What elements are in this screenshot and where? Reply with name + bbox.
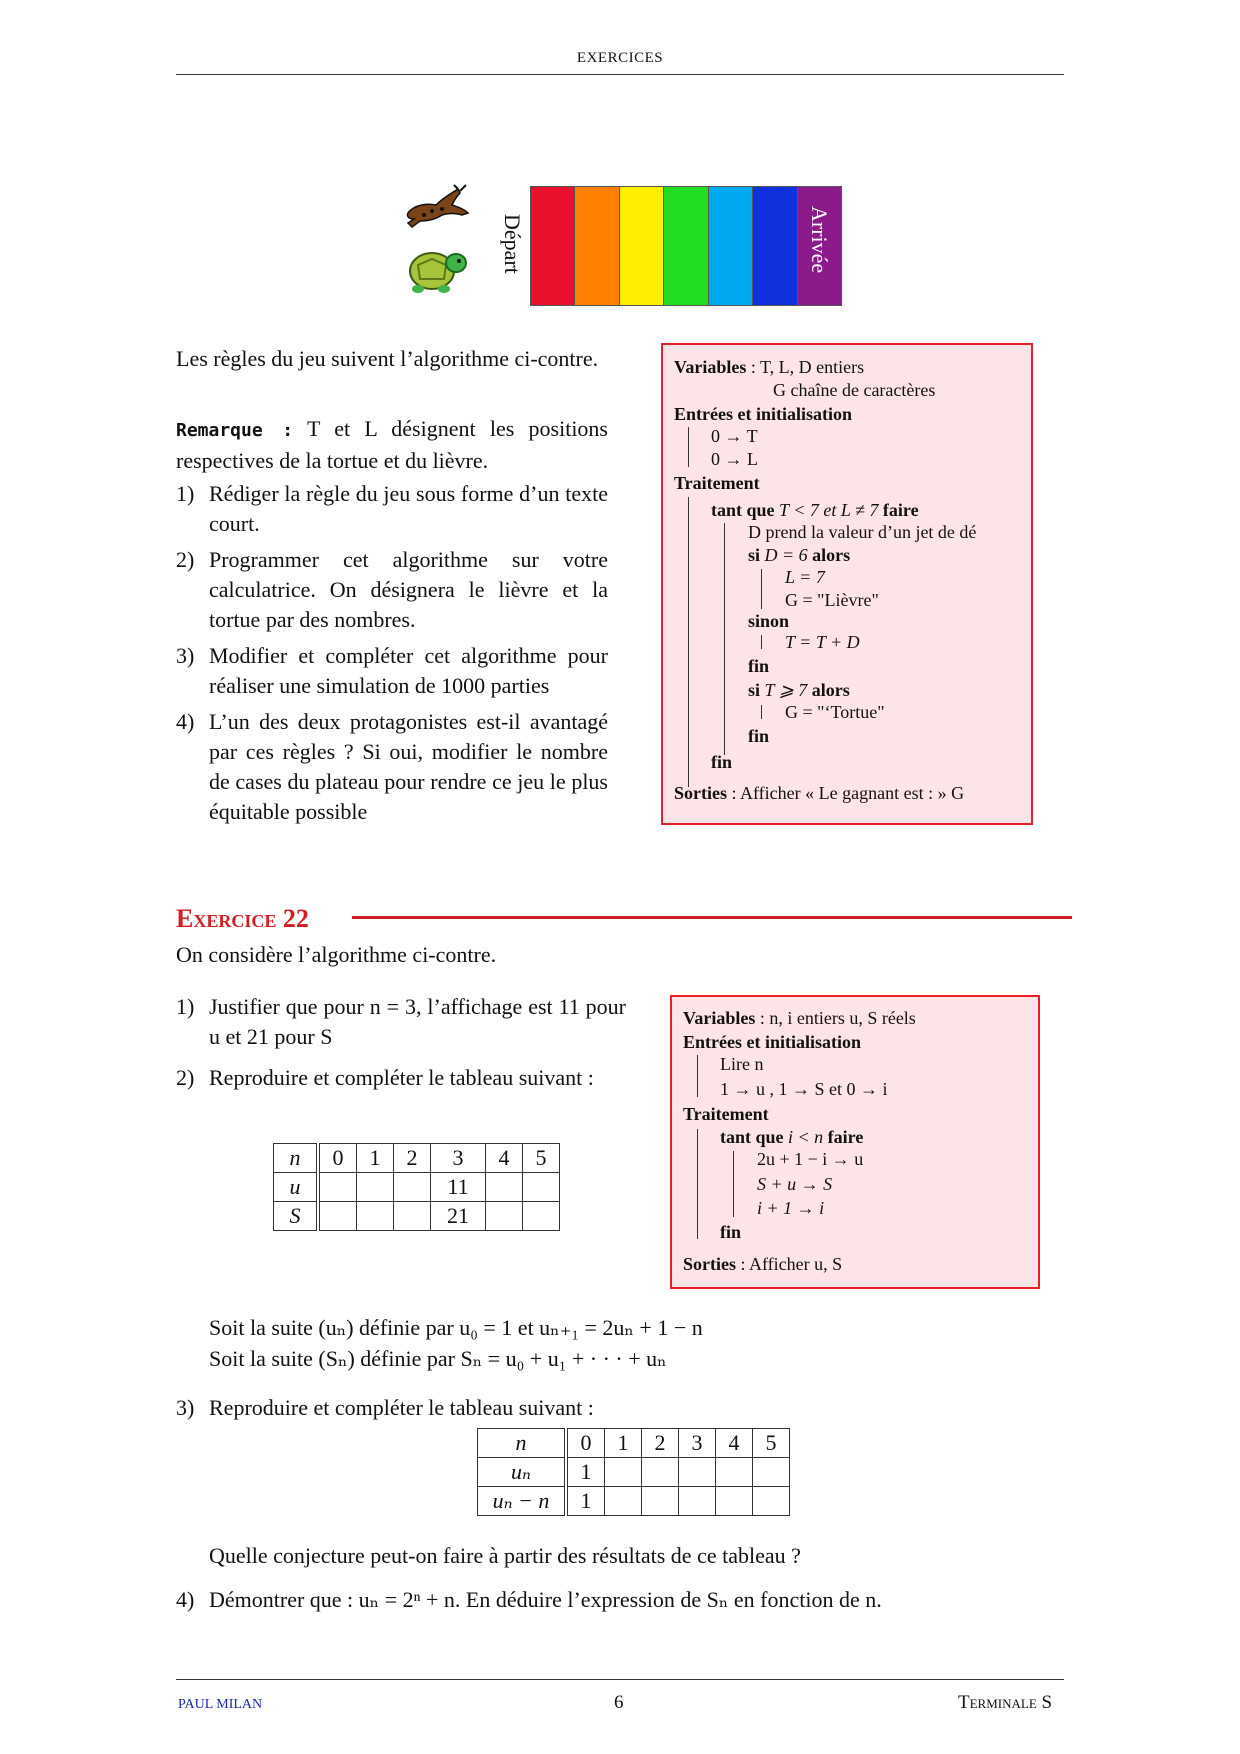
algo-keyword: faire <box>882 500 919 520</box>
board-cell-3 <box>620 187 664 305</box>
table-cell: 11 <box>431 1173 486 1202</box>
table-cell: 21 <box>431 1202 486 1231</box>
table-cell <box>642 1487 679 1516</box>
suite-s-definition: Soit la suite (Sₙ) définie par Sₙ = u₀ + u₁ + · · · + uₙ <box>209 1346 667 1371</box>
table-row-label: uₙ − n <box>478 1487 567 1516</box>
q-number: 2) <box>176 547 195 572</box>
table-row-label: uₙ <box>478 1458 567 1487</box>
table-cell <box>605 1458 642 1487</box>
table-cell <box>679 1458 716 1487</box>
table-header-cell: 3 <box>679 1429 716 1458</box>
ex21-q1 <box>176 479 608 539</box>
algo-outputs-text: : Afficher u, S <box>740 1254 843 1274</box>
table-header-cell: 4 <box>486 1144 523 1173</box>
table-header-cell: 3 <box>431 1144 486 1173</box>
start-label: Départ <box>500 214 525 274</box>
algo-block-bar <box>688 497 689 787</box>
algo-treatment-label: Traitement <box>683 1104 769 1124</box>
algo-line: T = T + D <box>785 632 860 652</box>
suite-u-definition: Soit la suite (uₙ) définie par u₀ = 1 et uₙ₊₁ = 2uₙ + 1 − n <box>209 1315 703 1340</box>
ex22-q2 <box>176 1063 626 1093</box>
table-row-label: S <box>274 1202 319 1231</box>
algo-condition: T < 7 et L ≠ 7 <box>779 500 879 520</box>
algo-variables-label: Variables <box>674 357 747 377</box>
ex22-table-1 <box>273 1143 560 1231</box>
footer-page-number: 6 <box>614 1692 624 1713</box>
algo-keyword: faire <box>827 1127 864 1147</box>
algo-condition: D = 6 <box>764 545 808 565</box>
board-cell-6 <box>753 187 797 305</box>
algo-keyword: fin <box>720 1222 742 1242</box>
algo-line: S + u → S <box>757 1174 833 1194</box>
remark-text: T et L désignent les positions respectives de la tortue et du lièvre. <box>176 416 608 473</box>
algo-keyword: alors <box>812 545 851 565</box>
ex22-q3 <box>176 1393 876 1423</box>
table-header-cell: 2 <box>642 1429 679 1458</box>
page-header: EXERCICES <box>576 50 664 66</box>
algo-line: i + 1 → i <box>757 1198 825 1218</box>
hare-image <box>402 183 472 229</box>
board-cell-1 <box>531 187 575 305</box>
algo-block-bar <box>761 569 762 609</box>
algo-line: 0 → T <box>711 426 758 446</box>
tortoise-image <box>404 245 470 295</box>
q-text: L’un des deux protagonistes est-il avantagé par ces règles ? Si oui, modifier le nombre de cases du plateau pour rendre ce jeu le plus équitable possible <box>209 709 608 824</box>
q-text: Reproduire et compléter le tableau suivant : <box>209 1065 594 1090</box>
table-header-cell: 5 <box>753 1429 790 1458</box>
ex22-title-text: Exercice 22 <box>176 904 309 933</box>
q-number: 2) <box>176 1065 195 1090</box>
table-header-cell: 2 <box>394 1144 431 1173</box>
table-cell <box>318 1173 357 1202</box>
algo-keyword: fin <box>711 752 733 772</box>
q-number: 3) <box>176 1395 195 1420</box>
ex22-table-2 <box>477 1428 790 1516</box>
algo-keyword: fin <box>748 656 770 676</box>
algo-keyword: si <box>748 545 761 565</box>
ex22-q4 <box>176 1585 1076 1615</box>
ex22-intro: On considère l’algorithme ci-contre. <box>176 942 497 967</box>
algo-block-bar <box>697 1129 698 1239</box>
table-cell <box>642 1458 679 1487</box>
algo-outputs-label: Sorties <box>683 1254 736 1274</box>
q-number: 1) <box>176 481 195 506</box>
footer-rule <box>176 1679 1064 1680</box>
algo-line: Lire n <box>720 1054 764 1074</box>
algo-outputs-text: : Afficher « Le gagnant est : » G <box>731 783 965 803</box>
conjecture-question: Quelle conjecture peut-on faire à partir des résultats de ce tableau ? <box>209 1543 801 1568</box>
algo-keyword: tant que <box>720 1127 784 1147</box>
algo-line: G = "Lièvre" <box>785 590 879 610</box>
algo-line: 0 → L <box>711 449 758 469</box>
algo-init-label: Entrées et initialisation <box>683 1032 861 1052</box>
algo-block-bar <box>697 1055 698 1097</box>
table-cell <box>605 1487 642 1516</box>
q-number: 4) <box>176 1587 195 1612</box>
table-header-cell: 4 <box>716 1429 753 1458</box>
algo-treatment-label: Traitement <box>674 473 760 493</box>
table-header-cell: 1 <box>357 1144 394 1173</box>
table-cell <box>679 1487 716 1516</box>
board-cell-5 <box>709 187 753 305</box>
algo-variables-label: Variables <box>683 1008 756 1028</box>
footer-class: Terminale S <box>958 1692 1053 1713</box>
q-text: Programmer cet algorithme sur votre calculatrice. On désignera le lièvre et la tortue par des nombres. <box>209 547 608 632</box>
ex21-q3 <box>176 641 608 701</box>
table-cell <box>394 1173 431 1202</box>
algo-keyword: fin <box>748 726 770 746</box>
table-header-cell: 0 <box>318 1144 357 1173</box>
table-cell <box>753 1487 790 1516</box>
table-cell <box>486 1173 523 1202</box>
algo-keyword: tant que <box>711 500 775 520</box>
algo-block-bar <box>761 635 762 649</box>
table-cell <box>716 1458 753 1487</box>
table-header-cell: 5 <box>523 1144 560 1173</box>
table-cell <box>753 1458 790 1487</box>
algo-variables-text: : T, L, D entiers <box>750 357 865 377</box>
table-cell <box>357 1202 394 1231</box>
table-cell <box>523 1173 560 1202</box>
algo-keyword: si <box>748 680 761 700</box>
q-number: 4) <box>176 709 195 734</box>
ex22-title-rule <box>352 916 1072 919</box>
algo-line: 2u + 1 − i → u <box>757 1149 864 1169</box>
q-text: Modifier et compléter cet algorithme pour réaliser une simulation de 1000 parties <box>209 643 608 698</box>
game-board <box>530 186 842 306</box>
ex22-algorithm-box <box>670 995 1040 1289</box>
algo-block-bar <box>688 427 689 467</box>
table-cell: 1 <box>566 1458 605 1487</box>
header-rule <box>176 74 1064 75</box>
ex21-remark <box>176 414 608 476</box>
algo-block-bar <box>761 705 762 719</box>
table-row-label: u <box>274 1173 319 1202</box>
ex21-q4 <box>176 707 608 827</box>
ex21-intro: Les règles du jeu suivent l’algorithme ci-contre. <box>176 346 599 371</box>
q-text: Reproduire et compléter le tableau suivant : <box>209 1395 594 1420</box>
algo-keyword: sinon <box>748 611 790 631</box>
algo-variables-text-2: G chaîne de caractères <box>773 380 936 400</box>
q-text: Rédiger la règle du jeu sous forme d’un texte court. <box>209 481 608 536</box>
q-text: Justifier que pour n = 3, l’affichage est 11 pour u et 21 pour S <box>209 994 626 1049</box>
algo-line: G = "‘Tortue" <box>785 702 885 722</box>
q-text: Démontrer que : uₙ = 2ⁿ + n. En déduire l’expression de Sₙ en fonction de n. <box>209 1587 882 1612</box>
algo-block-bar <box>724 523 725 755</box>
algo-outputs-label: Sorties <box>674 783 727 803</box>
algo-line: L = 7 <box>785 567 825 587</box>
footer-author: PAUL MILAN <box>178 1697 263 1712</box>
algo-init-label: Entrées et initialisation <box>674 404 852 424</box>
table-cell <box>486 1202 523 1231</box>
algo-line: D prend la valeur d’un jet de dé <box>748 522 977 542</box>
table-cell <box>523 1202 560 1231</box>
table-cell: 1 <box>566 1487 605 1516</box>
ex21-questions <box>176 479 608 827</box>
table-header-cell: n <box>274 1144 319 1173</box>
ex21-q2 <box>176 545 608 635</box>
table-cell <box>318 1202 357 1231</box>
q-number: 1) <box>176 994 195 1019</box>
ex21-algorithm-box <box>661 343 1033 825</box>
table-cell <box>357 1173 394 1202</box>
algo-condition: T ⩾ 7 <box>764 680 808 700</box>
table-cell <box>394 1202 431 1231</box>
algo-line: 1 → u , 1 → S et 0 → i <box>720 1079 888 1099</box>
table-header-cell: 0 <box>566 1429 605 1458</box>
ex22-title <box>176 904 309 934</box>
board-cell-2 <box>575 187 619 305</box>
algo-block-bar <box>733 1151 734 1217</box>
q-number: 3) <box>176 643 195 668</box>
algo-condition: i < n <box>788 1127 824 1147</box>
table-cell <box>716 1487 753 1516</box>
remark-label: Remarque : <box>176 420 294 441</box>
end-label: Arrivée <box>807 206 832 274</box>
table-header-cell: 1 <box>605 1429 642 1458</box>
algo-keyword: alors <box>811 680 850 700</box>
table-header-cell: n <box>478 1429 567 1458</box>
algo-variables-text: : n, i entiers u, S réels <box>759 1008 916 1028</box>
ex22-q1 <box>176 992 626 1052</box>
board-cell-4 <box>664 187 708 305</box>
